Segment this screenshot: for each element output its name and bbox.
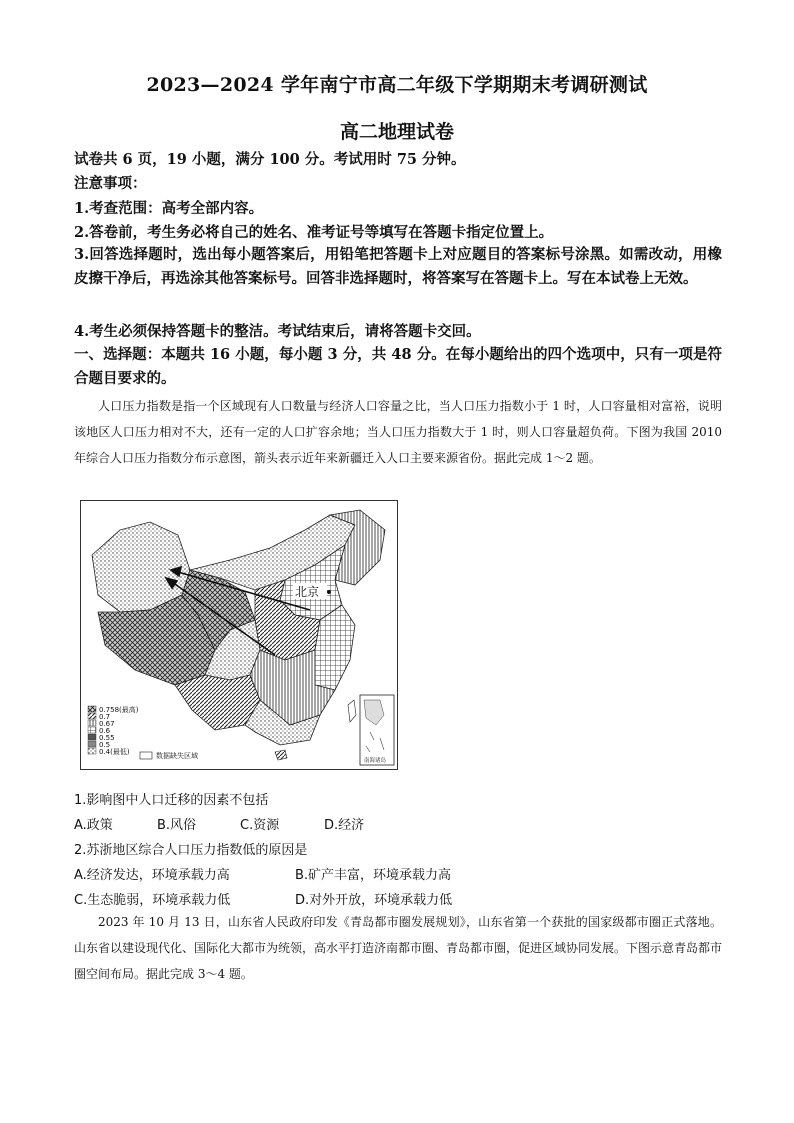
question-1-stem: 1.影响图中人口迁移的因素不包括 [74,793,269,808]
passage-1: 人口压力指数是指一个区域现有人口数量与经济人口容量之比，当人口压力指数小于 1 时，人口容量相对富裕，说明该地区人口压力相对不大，还有一定的人口扩容余地；当人口压力指数大于 1 时，则人口容量超负荷。下图为我国 2010 年综合人口压力指数分布示意图，箭头表示近年来新疆迁入人口主要来源省份。据此完成 1～2 题。 [74,399,722,465]
legend-4: 0.55 [99,734,115,742]
beijing-label: 北京 [295,585,320,599]
q1-option-b[interactable]: B.风俗 [157,818,197,833]
legend-1: 0.7 [99,713,111,721]
exam-summary: 试卷共 6 页，19 小题，满分 100 分。考试用时 75 分钟。 [74,151,466,168]
passage-2: 2023 年 10 月 13 日，山东省人民政府印发《青岛都市圈发展规划》，山东省第一个获批的国家级都市圈正式落地。山东省以建设现代化、国际化大都市为统领，高水平打造济南都市圈、青岛都市圈，促进区域协同发展。下图示意青岛都市圈空间布局。据此完成 3～4 题。 [74,915,723,981]
exam-title: 2023—2024 学年南宁市高二年级下学期期末考调研测试 [146,74,648,96]
q1-option-d[interactable]: D.经济 [324,818,365,833]
inset-label: 南海诸岛 [364,758,387,764]
legend-5: 0.5 [99,741,111,749]
population-pressure-map [80,500,398,770]
note-1: 1.考查范围：高考全部内容。 [74,200,264,217]
q2-option-b[interactable]: B.矿产丰富，环境承载力高 [295,868,452,883]
legend-3: 0.6 [99,727,111,735]
legend-2: 0.67 [99,720,115,728]
note-2: 2.答卷前，考生务必将自己的姓名、准考证号等填写在答题卡指定位置上。 [74,224,554,241]
q2-option-c[interactable]: C.生态脆弱，环境承载力低 [74,893,231,908]
exam-subtitle: 高二地理试卷 [339,121,454,143]
legend-missing: 数据缺失区域 [156,752,198,760]
legend-6: 0.4(最低) [99,748,130,756]
question-2-stem: 2.苏浙地区综合人口压力指数低的原因是 [74,843,308,858]
legend-0: 0.758(最高) [99,706,139,714]
note-3: 3.回答选择题时，选出每小题答案后，用铅笔把答题卡上对应题目的答案标号涂黑。如需改动，用橡皮擦干净后，再选涂其他答案标号。回答非选择题时，将答案写在答题卡上。写在本试卷上无效。 [74,246,722,287]
notice-title: 注意事项： [74,175,147,192]
section-heading: 一、选择题：本题共 16 小题，每小题 3 分，共 48 分。在每小题给出的四个选项中，只有一项是符合题目要求的。 [74,346,722,387]
q2-option-d[interactable]: D.对外开放，环境承载力低 [295,893,453,908]
q1-option-c[interactable]: C.资源 [240,818,280,833]
q1-option-a[interactable]: A.政策 [74,818,113,833]
beijing-dot [327,590,331,594]
note-4: 4.考生必须保持答题卡的整洁。考试结束后，请将答题卡交回。 [74,323,481,340]
south-sea-inset [360,695,394,765]
q2-option-a[interactable]: A.经济发达，环境承载力高 [74,868,230,883]
